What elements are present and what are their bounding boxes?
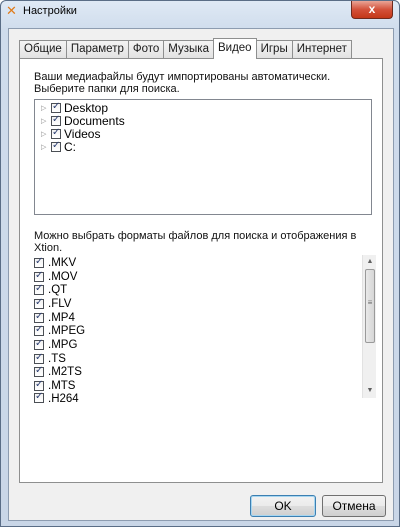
expand-arrow-icon[interactable]: ▷ [41,143,47,151]
format-item[interactable] [34,379,372,393]
expand-arrow-icon[interactable]: ▷ [41,104,47,112]
tab-video[interactable]: Видео [213,38,257,59]
format-item[interactable] [34,338,372,352]
format-item[interactable] [34,392,372,405]
scroll-thumb[interactable] [365,269,375,343]
format-checkbox[interactable] [34,393,44,403]
format-checkbox[interactable] [34,381,44,391]
close-button[interactable]: x [351,1,393,19]
format-checkbox[interactable] [34,354,44,364]
format-checkbox[interactable] [34,326,44,336]
folder-label: C: [64,139,76,154]
folder-tree[interactable] [34,99,372,215]
format-label: .MPG [48,338,78,351]
format-item[interactable] [34,366,372,380]
format-label: .FLV [48,297,72,310]
title-bar[interactable] [1,1,399,23]
format-label: .QT [48,284,68,297]
format-checkbox[interactable] [34,285,44,295]
formats-description: Можно выбрать форматы файлов для поиска и отображения в Xtion. [34,230,357,254]
cancel-button[interactable]: Отмена [322,495,386,517]
format-label: .MTS [48,380,76,393]
folder-label: Documents [64,113,125,128]
window-title: Настройки [23,5,77,17]
folder-label: Desktop [64,100,109,115]
scroll-up-arrow-icon[interactable]: ▲ [366,258,374,265]
tab-internet[interactable]: Интернет [292,40,352,59]
expand-arrow-icon[interactable]: ▷ [41,117,47,125]
folder-checkbox[interactable] [51,103,61,113]
folder-checkbox[interactable] [51,116,61,126]
format-item[interactable] [34,324,372,338]
format-checkbox[interactable] [34,258,44,268]
scroll-down-arrow-icon[interactable]: ▼ [366,387,374,394]
folder-item-c-drive[interactable] [41,140,371,153]
format-label: .MOV [48,270,78,283]
tab-photo[interactable]: Фото [128,40,164,59]
format-list[interactable] [34,256,372,405]
tab-general[interactable]: Общие [19,40,67,59]
format-label: .MKV [48,256,77,269]
folder-item-videos[interactable] [41,127,371,140]
format-list-scrollbar[interactable] [362,255,376,398]
folder-checkbox[interactable] [51,142,61,152]
format-label: .M2TS [48,366,82,379]
format-checkbox[interactable] [34,340,44,350]
format-label: .H264 [48,392,79,405]
format-item[interactable] [34,270,372,284]
format-checkbox[interactable] [34,367,44,377]
format-checkbox[interactable] [34,272,44,282]
format-label: .TS [48,352,66,365]
folder-item-desktop[interactable] [41,101,371,114]
expand-arrow-icon[interactable]: ▷ [41,130,47,138]
tab-parameters[interactable]: Параметр [66,40,129,59]
format-checkbox[interactable] [34,299,44,309]
video-tab-panel [19,58,383,483]
tab-music[interactable]: Музыка [163,40,214,59]
format-item[interactable] [34,283,372,297]
folder-checkbox[interactable] [51,129,61,139]
folder-label: Videos [64,126,101,141]
format-item[interactable] [34,311,372,325]
format-checkbox[interactable] [34,313,44,323]
folder-item-documents[interactable] [41,114,371,127]
tab-strip [19,39,351,59]
ok-button[interactable]: OK [250,495,316,517]
format-item[interactable] [34,256,372,270]
format-item[interactable] [34,297,372,311]
folders-description: Ваши медиафайлы будут импортированы автоматически. Выберите папки для поиска. [34,71,331,95]
grip-icon: ≡ [367,298,373,307]
format-label: .MP4 [48,311,75,324]
format-label: .MPEG [48,325,86,338]
dialog-body [8,28,394,521]
app-logo-icon: ✕ [6,3,17,18]
format-item[interactable] [34,352,372,366]
tab-games[interactable]: Игры [256,40,293,59]
